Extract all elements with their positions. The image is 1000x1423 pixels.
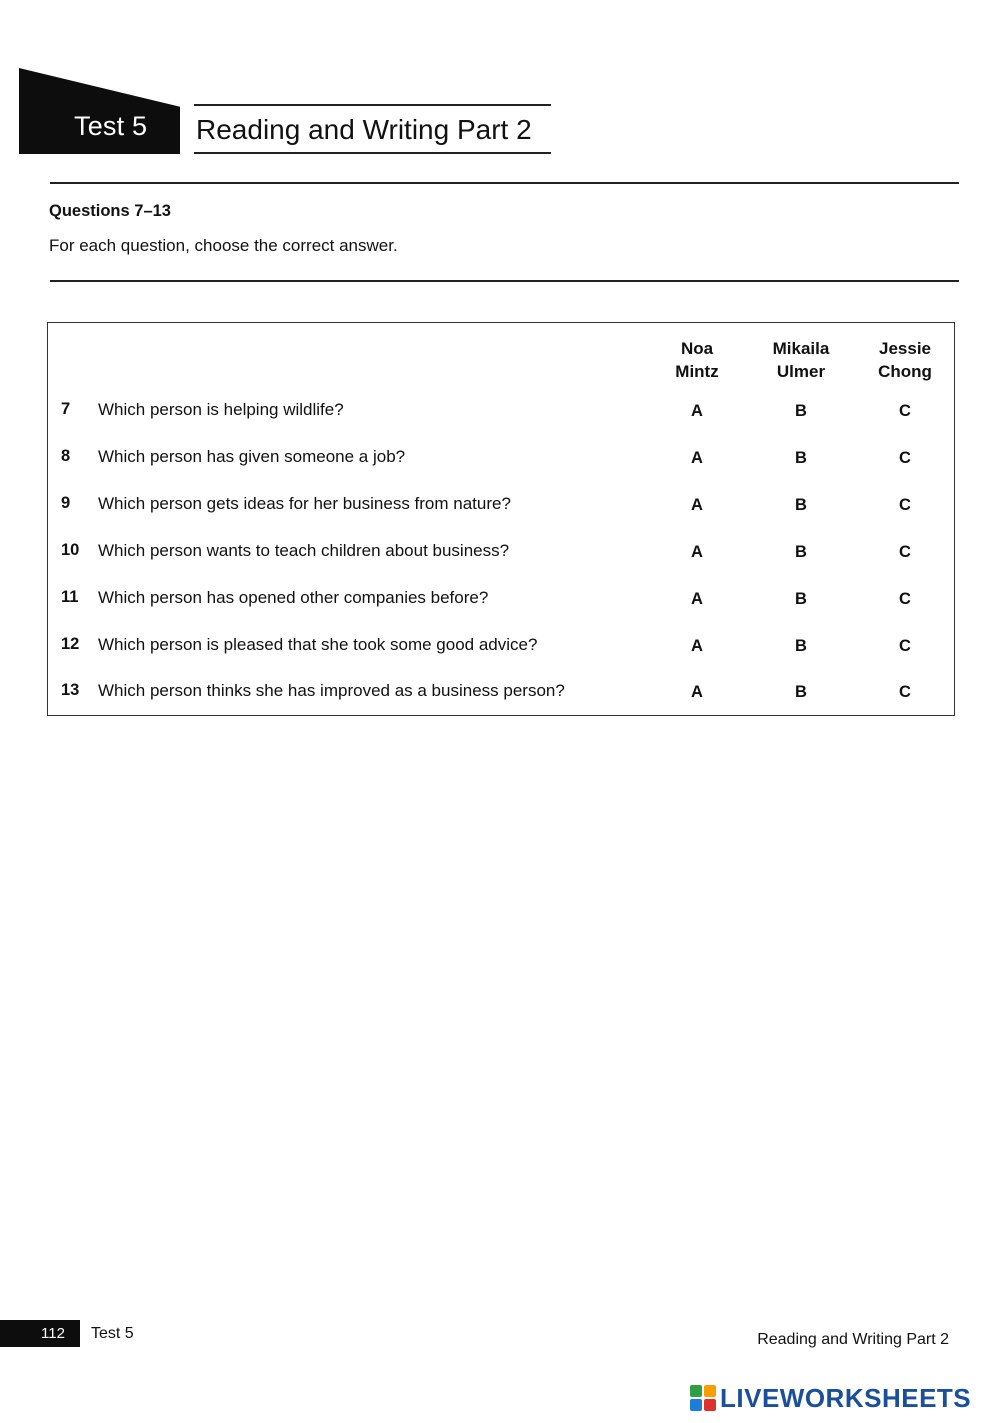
question-text: Which person has opened other companies before? [98,588,489,607]
table-row [48,588,954,618]
question-number: 10 [61,541,80,559]
footer-section-label: Reading and Writing Part 2 [757,1331,949,1348]
answer-option-c[interactable]: C [899,590,911,608]
answer-option-a[interactable]: A [691,449,703,467]
top-divider [50,182,959,184]
column-header-first-name: Noa [680,339,714,358]
answer-option-b[interactable]: B [795,496,807,514]
liveworksheets-watermark [690,1382,971,1414]
question-number: 7 [61,400,71,418]
table-row [48,681,954,711]
column-header-mikaila-ulmer [756,337,846,383]
answer-option-a[interactable]: A [691,402,703,420]
questions-heading: Questions 7–13 [49,202,171,220]
column-header-last-name: Mintz [675,362,719,381]
table-row [48,541,954,571]
question-text: Which person has given someone a job? [98,447,406,466]
table-row [48,400,954,430]
section-title-box [194,104,551,154]
column-header-first-name: Mikaila [772,339,830,358]
answer-option-a[interactable]: A [691,543,703,561]
answer-option-c[interactable]: C [899,402,911,420]
footer-page-tab [0,1320,80,1347]
question-number: 12 [61,635,80,653]
answer-option-b[interactable]: B [795,683,807,701]
question-text: Which person gets ideas for her business from nature? [98,494,511,513]
column-header-noa-mintz [652,337,742,383]
bottom-divider [50,280,959,282]
test-label: Test 5 [74,111,148,141]
liveworksheets-logo-icon [690,1385,716,1411]
answer-option-b[interactable]: B [795,590,807,608]
answer-option-c[interactable]: C [899,637,911,655]
column-header-first-name: Jessie [879,339,931,358]
watermark-text: LIVEWORKSHEETS [720,1382,972,1413]
answer-option-c[interactable]: C [899,543,911,561]
logo-square-green [690,1385,702,1397]
answer-option-b[interactable]: B [795,637,807,655]
question-number: 13 [61,681,80,699]
question-text: Which person is helping wildlife? [98,400,344,419]
question-number: 8 [61,447,71,465]
answer-option-c[interactable]: C [899,683,911,701]
section-title: Reading and Writing Part 2 [196,114,532,145]
table-row [48,635,954,665]
table-row [48,447,954,477]
question-number: 9 [61,494,71,512]
question-number: 11 [61,588,79,606]
answer-option-b[interactable]: B [795,402,807,420]
answer-option-a[interactable]: A [691,683,703,701]
column-header-last-name: Chong [878,362,932,381]
answer-option-b[interactable]: B [795,543,807,561]
questions-instruction: For each question, choose the correct answer. [49,236,398,255]
question-text: Which person is pleased that she took some good advice? [98,635,538,654]
answer-option-a[interactable]: A [691,637,703,655]
answer-option-c[interactable]: C [899,449,911,467]
answer-option-a[interactable]: A [691,496,703,514]
answer-option-b[interactable]: B [795,449,807,467]
answer-option-a[interactable]: A [691,590,703,608]
question-table [47,322,955,716]
logo-square-blue [690,1399,702,1411]
footer-test-label: Test 5 [91,1325,134,1342]
page-number: 112 [41,1325,65,1342]
column-header-jessie-chong [860,337,950,383]
logo-square-orange [704,1385,716,1397]
table-row [48,494,954,524]
question-text: Which person wants to teach children about business? [98,541,510,560]
column-header-last-name: Ulmer [776,362,826,381]
answer-option-c[interactable]: C [899,496,911,514]
question-text: Which person thinks she has improved as a business person? [98,681,565,700]
logo-square-red [704,1399,716,1411]
